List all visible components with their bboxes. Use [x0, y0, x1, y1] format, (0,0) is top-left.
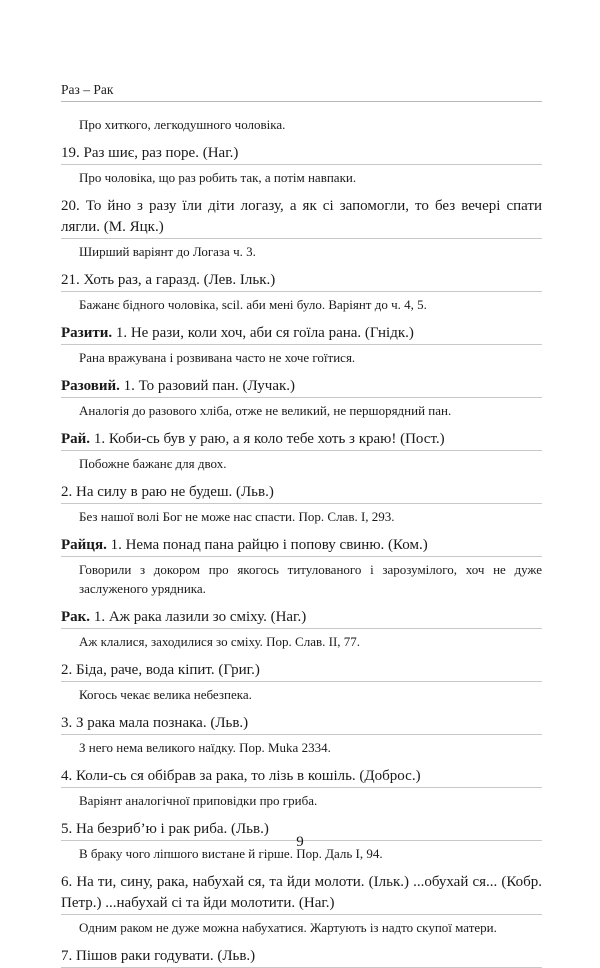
headword: Разовий. [61, 378, 120, 394]
proverb-text: 6. На ти, сину, рака, набухай ся, та йди молоти. (Ільк.) ...обухай ся... (Кобр. Петр.) ...набухай сі та йди молотити. (Наг.) [61, 874, 542, 911]
proverb-entry [61, 370, 542, 397]
headword: Рак. [61, 609, 91, 625]
headword: Райця. [61, 537, 107, 553]
explanation-note: З него нема великого наїдку. Пор. Muka 2334. [79, 740, 331, 755]
proverb-text: 2. Біда, раче, вода кіпит. (Григ.) [61, 662, 260, 678]
proverb-entry [61, 760, 542, 787]
proverb-entry [61, 940, 542, 967]
explanation-note: В браку чого ліпшого вистане й гірше. Пор. Даль I, 94. [79, 846, 383, 861]
headword: Разити. [61, 325, 113, 341]
explanation-note: Ширший варіянт до Логаза ч. 3. [79, 244, 256, 259]
proverb-text: 20. То йно з разу їли діти логазу, а як сі запомогли, то без вечері спати лягли. (М. Яцк.) [61, 198, 542, 235]
explanation-note: Аж клалися, заходилися зо сміху. Пор. Слав. II, 77. [79, 634, 361, 649]
proverb-text: 21. Хоть раз, а гаразд. (Лев. Ільк.) [61, 272, 276, 288]
proverb-entry [61, 423, 542, 450]
explanation-note: Когось чекає велика небезпека. [79, 687, 252, 702]
proverb-text: 2. На силу в раю не будеш. (Льв.) [61, 484, 274, 500]
proverb-entry [61, 190, 542, 238]
page-number: 9 [296, 834, 304, 850]
proverb-entry [61, 707, 542, 734]
explanation-note: Про хиткого, легкодушного чоловіка. [79, 117, 286, 132]
explanation-note: Бажанє бідного чоловіка, scil. аби мені було. Варіянт до ч. 4, 5. [79, 297, 427, 312]
explanation-note: Варіянт аналогічної приповідки про гриба. [79, 793, 318, 808]
proverb-entry [61, 529, 542, 556]
proverb-text: 1. То разовий пан. (Лучак.) [119, 378, 296, 394]
proverb-entry [61, 601, 542, 628]
running-header: Раз – Рак [61, 82, 114, 97]
explanation-note: Аналогія до разового хліба, отже не великий, не першорядний пан. [79, 403, 452, 418]
proverb-text: 7. Пішов раки годувати. (Льв.) [61, 948, 256, 964]
proverb-entry [61, 317, 542, 344]
proverb-entry [61, 476, 542, 503]
proverb-entry [61, 866, 542, 914]
proverb-text: 4. Коли-сь ся обібрав за рака, то лізь в кошіль. (Доброс.) [61, 768, 421, 784]
explanation-note: Говорили з докором про якогось титулованого і зарозумілого, хоч не дуже заслуженого урядника. [79, 562, 542, 596]
proverb-text: 1. Нема понад пана райцю і попову свиню. (Ком.) [106, 537, 428, 553]
header-rule [61, 101, 542, 102]
proverb-text: 3. З рака мала познака. (Льв.) [61, 715, 249, 731]
explanation-note: Побожне бажанє для двох. [79, 456, 227, 471]
explanation-note: Без нашої волі Бог не може нас спасти. Пор. Слав. I, 293. [79, 509, 395, 524]
explanation-note: Рана вражувана і розвивана часто не хоче гоїтися. [79, 350, 356, 365]
proverb-entry [61, 264, 542, 291]
explanation-note: Про чоловіка, що раз робить так, а потім навпаки. [79, 170, 357, 185]
proverb-text: 5. На безриб’ю і рак риба. (Льв.) [61, 821, 269, 837]
proverb-text: 19. Раз шиє, раз поре. (Наг.) [61, 145, 239, 161]
proverb-text: 1. Не рази, коли хоч, аби ся гоїла рана. (Гнідк.) [112, 325, 414, 341]
proverb-text: 1. Аж рака лазили зо сміху. (Наг.) [90, 609, 307, 625]
proverb-entry [61, 137, 542, 164]
headword: Рай. [61, 431, 91, 447]
explanation-note: Одним раком не дуже можна набухатися. Жартують із надто скупої матери. [79, 920, 497, 935]
proverb-entry [61, 654, 542, 681]
proverb-text: 1. Коби-сь був у раю, а я коло тебе хоть з краю! (Пост.) [90, 431, 445, 447]
